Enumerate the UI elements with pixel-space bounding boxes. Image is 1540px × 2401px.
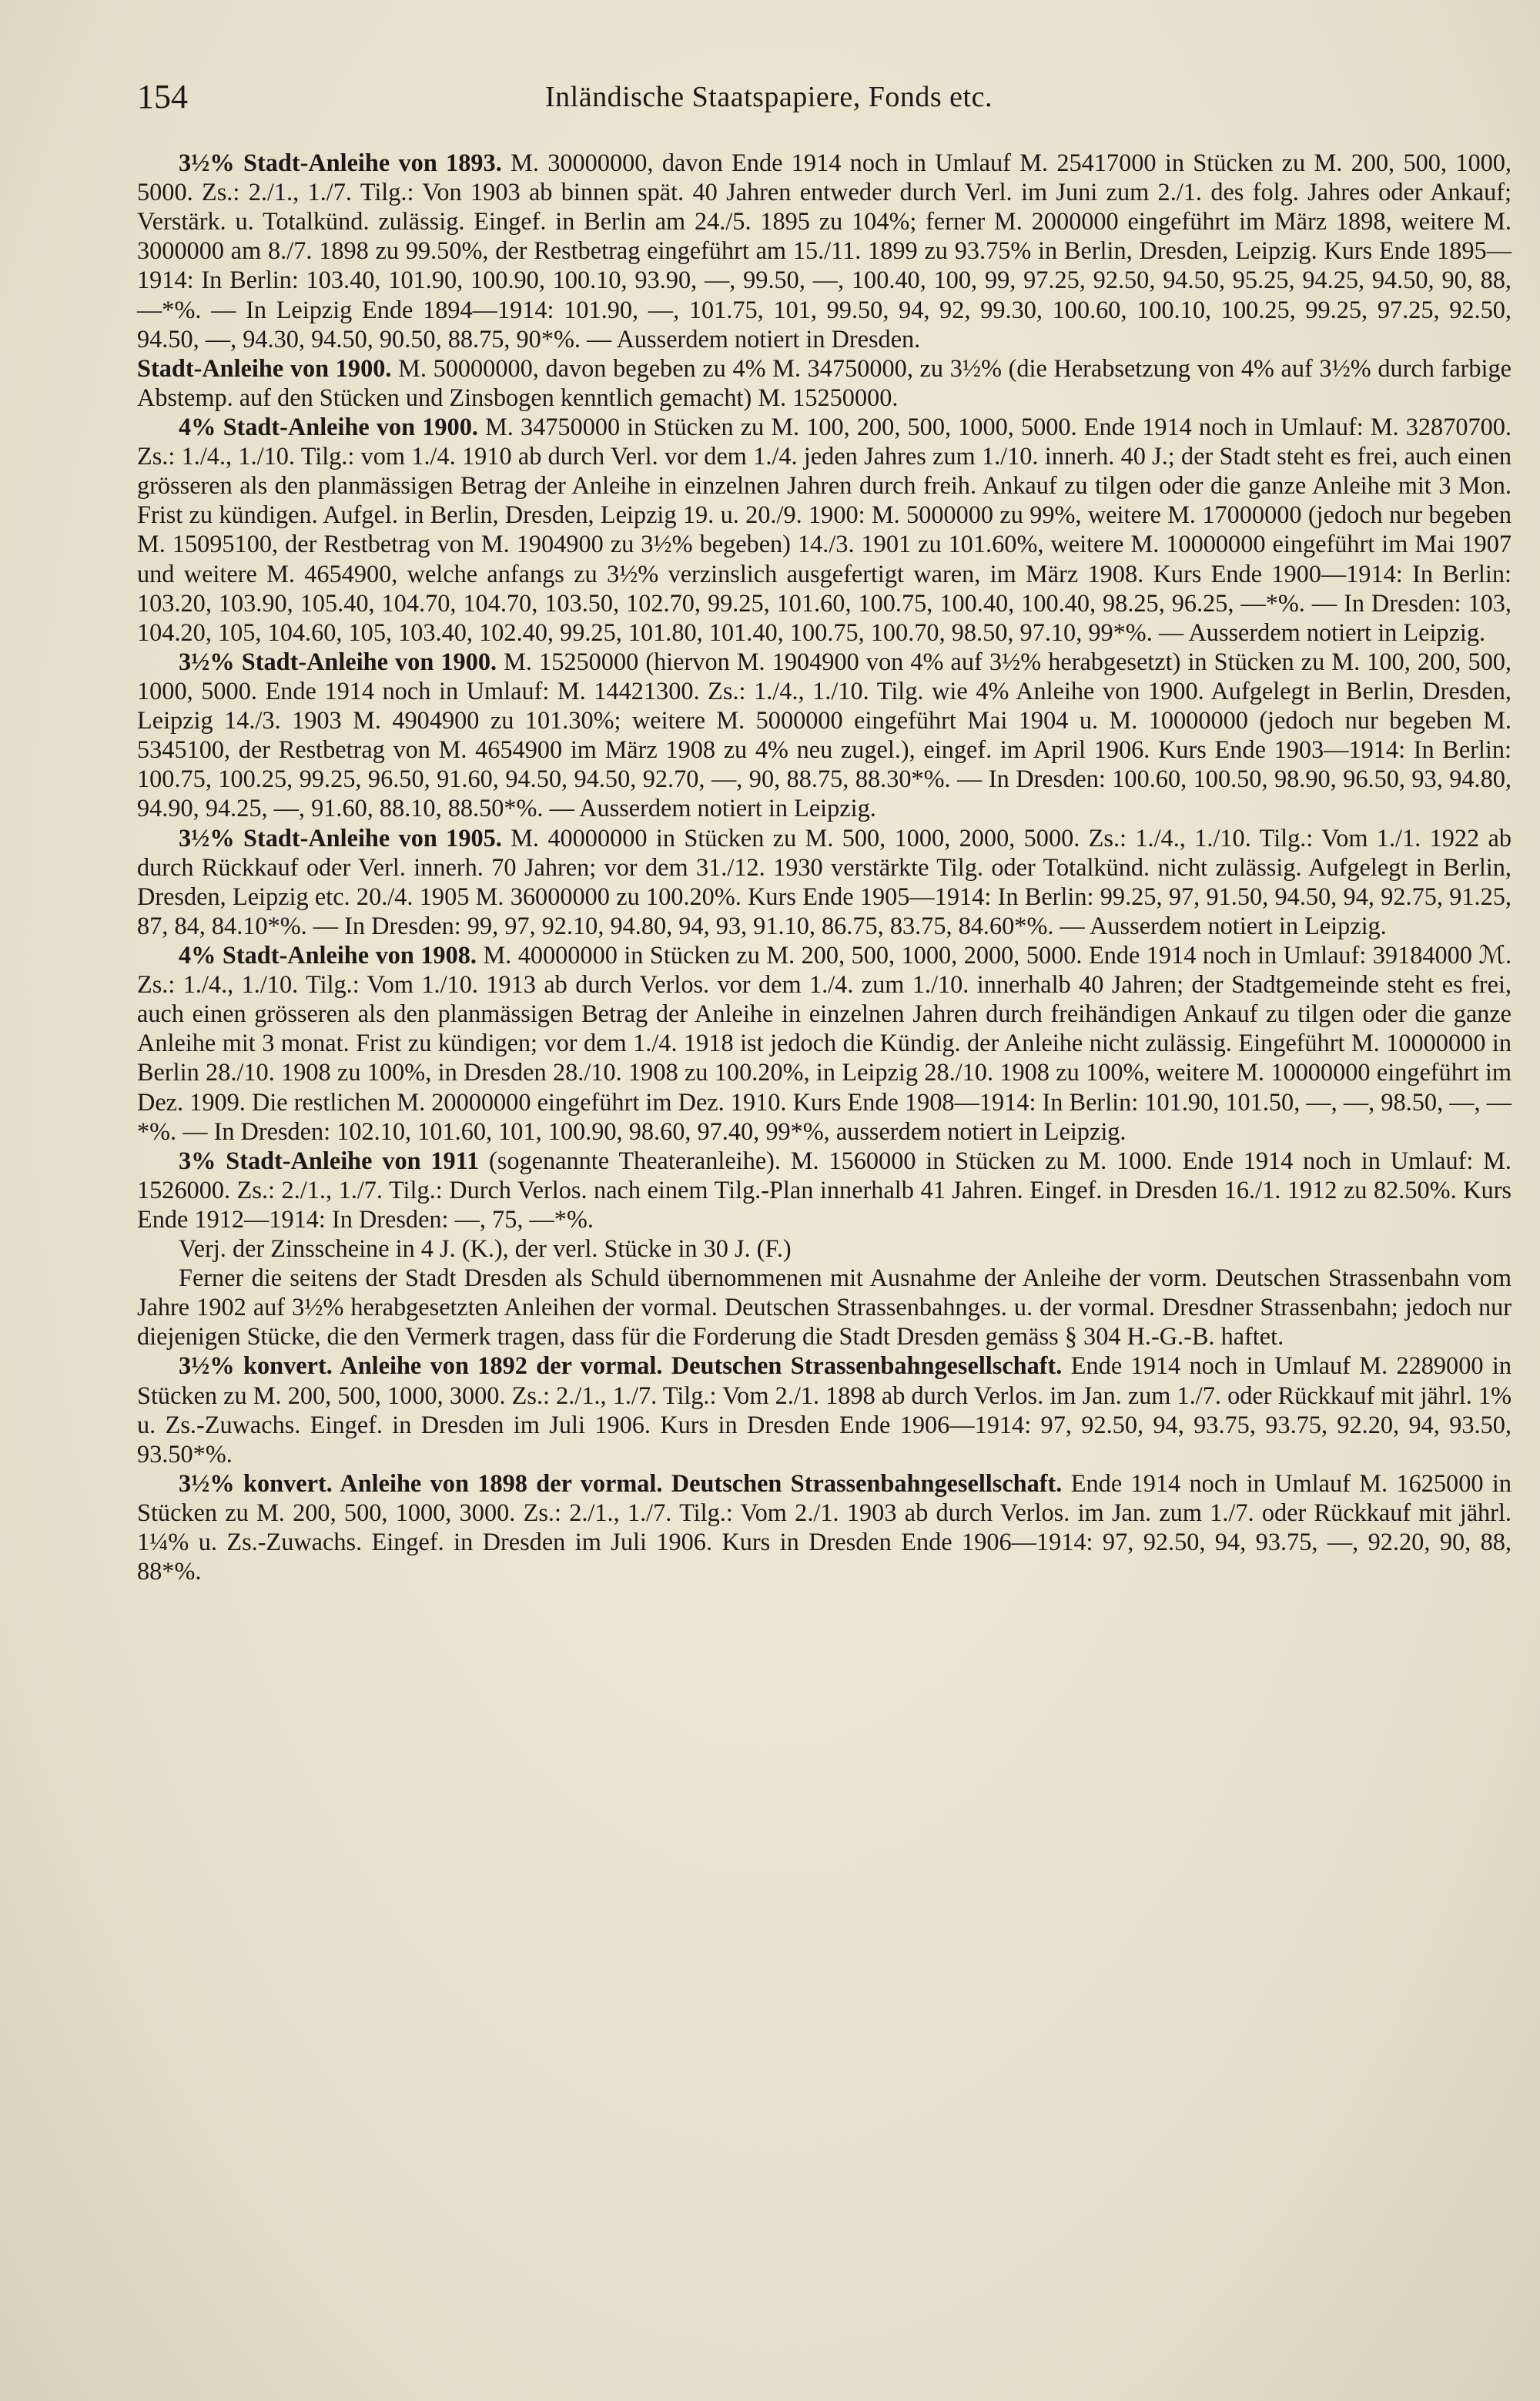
entry-heading: 3½% Stadt-Anleihe von 1900. bbox=[179, 647, 497, 675]
entry-text: M. 40000000 in Stücken zu M. 500, 1000, 2000, 5000. Zs.: 1./4., 1./10. Tilg.: Vom 1./1. 1922 ab durch Rückkauf oder Verl. innerh. 70 Jahren; vor dem 31./12. 1930 verstärkte Tilg. oder Totalkünd. nicht zulässig. Aufgelegt in Berlin, Dresden, Leipzig etc. 20./4. 1905 M. 36000000 zu 100.20%. Kurs Ende 1905—1914: In Berlin: 99.25, 97, 91.50, 94.50, 94, 92.75, 91.25, 87, 84, 84.10*%. — In Dresden: 99, 97, 92.10, 94.80, 94, 93, 91.10, 86.75, 83.75, 84.60*%. — Ausserdem notiert in Leipzig. bbox=[137, 823, 1512, 939]
page-header bbox=[137, 77, 1515, 123]
entry-1900-3-5pct bbox=[137, 647, 1512, 823]
entry-text: M. 30000000, davon Ende 1914 noch in Umlauf M. 25417000 in Stücken zu M. 200, 500, 1000, 5000. Zs.: 2./1., 1./7. Tilg.: Von 1903 ab binnen spät. 40 Jahren entweder durch Verl. im Juni zum 2./1. des folg. Jahres oder Ankauf; Verstärk. u. Totalkünd. zulässig. Eingef. in Berlin am 24./5. 1895 zu 104%; ferner M. 2000000 eingeführt im März 1898, weitere M. 3000000 am 8./7. 1898 zu 99.50%, der Restbetrag eingeführt am 15./11. 1899 zu 93.75% in Berlin, Dresden, Leipzig. Kurs Ende 1895—1914: In Berlin: 103.40, 101.90, 100.90, 100.10, 93.90, —, 99.50, —, 100.40, 100, 99, 97.25, 92.50, 94.50, 95.25, 94.25, 94.50, 90, 88, —*%. — In Leipzig Ende 1894—1914: 101.90, —, 101.75, 101, 99.50, 94, 92, 99.30, 100.60, 100.10, 100.25, 99.25, 97.25, 92.50, 94.50, —, 94.30, 94.50, 90.50, 88.75, 90*%. — Ausserdem notiert in Dresden. bbox=[137, 149, 1512, 353]
entry-text: M. 40000000 in Stücken zu M. 200, 500, 1000, 2000, 5000. Ende 1914 noch in Umlauf: 39184000 ℳ. Zs.: 1./4., 1./10. Tilg.: Vom 1./10. 1913 ab durch Verlos. vor dem 1./4. zum 1./10. innerhalb 40 Jahren; der Stadtgemeinde steht es frei, auch einen grösseren als den planmässigen Betrag der Anleihe in einzelnen Jahren durch freihändigen Ankauf zu tilgen oder die ganze Anleihe mit 3 monat. Frist zu kündigen; vor dem 1./4. 1918 ist jedoch die Kündig. der Anleihe nicht zulässig. Eingeführt M. 10000000 in Berlin 28./10. 1908 zu 100%, in Dresden 28./10. 1908 zu 100.20%, in Leipzig 28./10. 1908 zu 100%, weitere M. 10000000 eingeführt im Dez. 1909. Die restlichen M. 20000000 eingeführt im Dez. 1910. Kurs Ende 1908—1914: In Berlin: 101.90, 101.50, —, —, 98.50, —, —*%. — In Dresden: 102.10, 101.60, 101, 100.90, 98.60, 97.40, 99*%, ausserdem notiert in Leipzig. bbox=[137, 940, 1512, 1145]
entry-1911 bbox=[137, 1146, 1512, 1234]
entry-text: M. 34750000 in Stücken zu M. 100, 200, 500, 1000, 5000. Ende 1914 noch in Umlauf: M. 32870700. Zs.: 1./4., 1./10. Tilg.: vom 1./4. 1910 ab durch Verl. vor dem 1./4. jeden Jahres zum 1./10. innerh. 40 J.; der Stadt steht es frei, auch einen grösseren als den planmässigen Betrag der Anleihe in einzelnen Jahren durch freih. Ankauf zu tilgen oder die ganze Anleihe mit 3 Mon. Frist zu kündigen. Aufgel. in Berlin, Dresden, Leipzig 19. u. 20./9. 1900: M. 5000000 zu 99%, weitere M. 17000000 (jedoch nur begeben M. 15095100, der Restbetrag von M. 1904900 zu 3½% begeben) 14./3. 1901 zu 101.60%, weitere M. 10000000 eingeführt im Mai 1907 und weitere M. 4654900, welche anfangs zu 3½% verzinslich ausgefertigt waren, im März 1908. Kurs Ende 1900—1914: In Berlin: 103.20, 103.90, 105.40, 104.70, 104.70, 103.50, 102.70, 99.25, 101.60, 100.75, 100.40, 100.40, 98.25, 96.25, —*%. — In Dresden: 103, 104.20, 105, 104.60, 105, 103.40, 102.40, 99.25, 101.80, 101.40, 100.75, 100.70, 98.50, 97.10, 99*%. — Ausserdem notiert in Leipzig. bbox=[137, 412, 1512, 646]
entry-heading: 3½% Stadt-Anleihe von 1905. bbox=[179, 823, 502, 852]
entry-text: Ende 1914 noch in Umlauf M. 2289000 in Stücken zu M. 200, 500, 1000, 3000. Zs.: 2./1., 1./7. Tilg.: Vom 2./1. 1898 ab durch Verlos. im Jan. zum 1./7. oder Rückkauf mit jährl. 1% u. Zs.-Zuwachs. Eingef. in Dresden im Juli 1906. Kurs in Dresden Ende 1906—1914: 97, 92.50, 94, 93.75, 93.75, 92.20, 94, 93.50, 93.50*%. bbox=[137, 1351, 1512, 1468]
page-body bbox=[137, 148, 1512, 1586]
entry-heading: 3% Stadt-Anleihe von 1911 bbox=[179, 1146, 480, 1174]
entry-1908 bbox=[137, 940, 1512, 1146]
entry-strassenbahn-intro bbox=[137, 1263, 1512, 1351]
entry-text: Ferner die seitens der Stadt Dresden als Schuld übernommenen mit Ausnahme der Anleihe der vorm. Deutschen Strassenbahn vom Jahre 1902 auf 3½% herabgesetzten Anleihen der vormal. Deutschen Strassenbahnges. u. der vormal. Dresdner Strassenbahn; jedoch nur diejenigen Stücke, die den Vermerk tragen, dass für die Forderung die Stadt Dresden gemäss § 304 H.-G.-B. haftet. bbox=[137, 1264, 1512, 1351]
entry-text: (sogenannte Theateranleihe). M. 1560000 in Stücken zu M. 1000. Ende 1914 noch in Umlauf: M. 1526000. Zs.: 2./1., 1./7. Tilg.: Durch Verlos. nach einem Tilg.-Plan innerhalb 41 Jahren. Eingef. in Dresden 16./1. 1912 zu 82.50%. Kurs Ende 1912—1914: In Dresden: —, 75, —*%. bbox=[137, 1146, 1512, 1233]
entry-heading: Stadt-Anleihe von 1900. bbox=[137, 353, 392, 382]
entry-heading: 3½% konvert. Anleihe von 1892 der vormal. Deutschen Strassenbahngesellschaft. bbox=[179, 1351, 1063, 1380]
entry-heading: 3½% Stadt-Anleihe von 1893. bbox=[179, 149, 502, 176]
entry-text: M. 15250000 (hiervon M. 1904900 von 4% auf 3½% herabgesetzt) in Stücken zu M. 100, 200, 500, 1000, 5000. Ende 1914 noch in Umlauf: M. 14421300. Zs.: 1./4., 1./10. Tilg. wie 4% Anleihe von 1900. Aufgelegt in Berlin, Dresden, Leipzig 14./3. 1903 M. 4904900 zu 101.30%; weitere M. 5000000 eingeführt Mai 1904 u. M. 10000000 (jedoch nur begeben M. 5345100, der Restbetrag von M. 4654900 im März 1908 zu 4% neu zugel.), eingef. im April 1906. Kurs Ende 1903—1914: In Berlin: 100.75, 100.25, 99.25, 96.50, 91.60, 94.50, 94.50, 92.70, —, 90, 88.75, 88.30*%. — In Dresden: 100.60, 100.50, 98.90, 96.50, 93, 94.80, 94.90, 94.25, —, 91.60, 88.10, 88.50*%. — Ausserdem notiert in Leipzig. bbox=[137, 647, 1512, 822]
entry-verjaehrung bbox=[137, 1234, 1512, 1263]
entry-text: Ende 1914 noch in Umlauf M. 1625000 in Stücken zu M. 200, 500, 1000, 3000. Zs.: 2./1., 1./7. Tilg.: Vom 2./1. 1903 ab durch Verlos. im Jan. zum 1./7. oder Rückkauf mit jährl. 1¼% u. Zs.-Zuwachs. Eingef. in Dresden im Juli 1906. Kurs in Dresden Ende 1906—1914: 97, 92.50, 94, 93.75, —, 92.20, 90, 88, 88*%. bbox=[137, 1468, 1512, 1586]
entry-heading: 4% Stadt-Anleihe von 1908. bbox=[179, 940, 477, 969]
entry-strassenbahn-1898 bbox=[137, 1468, 1512, 1586]
entry-1900-4pct bbox=[137, 412, 1512, 647]
entry-1900-overview bbox=[137, 353, 1512, 412]
entry-text: M. 50000000, davon begeben zu 4% M. 34750000, zu 3½% (die Herabsetzung von 4% auf 3½% durch farbige Abstemp. auf den Stücken und Zinsbogen kenntlich gemacht) M. 15250000. bbox=[137, 353, 1512, 411]
entry-text: Verj. der Zinsscheine in 4 J. (K.), der verl. Stücke in 30 J. (F.) bbox=[179, 1234, 792, 1263]
entry-1905 bbox=[137, 823, 1512, 940]
entry-1893 bbox=[137, 148, 1512, 353]
entry-heading: 3½% konvert. Anleihe von 1898 der vormal. Deutschen Strassenbahngesellschaft. bbox=[179, 1468, 1063, 1497]
entry-strassenbahn-1892 bbox=[137, 1351, 1512, 1468]
page-number: 154 bbox=[137, 78, 188, 116]
entry-heading: 4% Stadt-Anleihe von 1900. bbox=[179, 412, 478, 440]
running-title: Inländische Staatspapiere, Fonds etc. bbox=[545, 81, 993, 113]
